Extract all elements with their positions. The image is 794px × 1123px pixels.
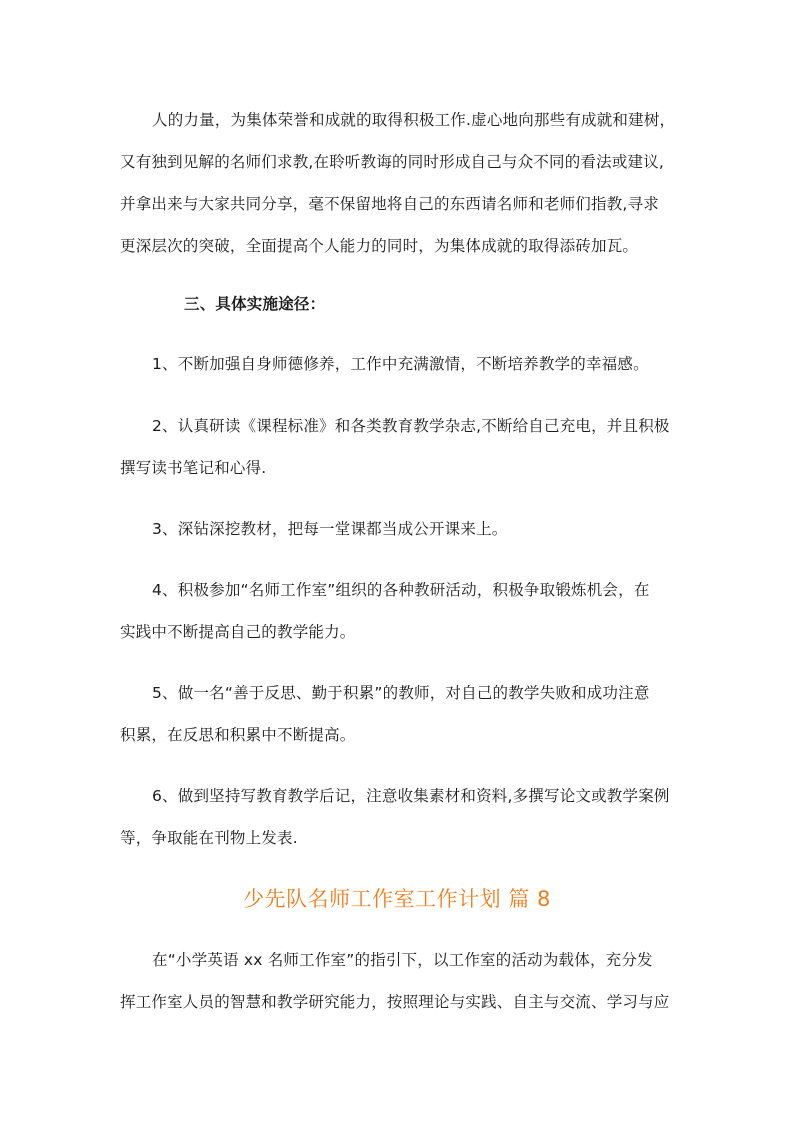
item1-line-1: 1、不断加强自身师德修养，工作中充满激情，不断培养教学的幸福感。: [152, 355, 649, 373]
item4-line-2: 实践中不断提高自己的教学能力。: [120, 623, 356, 641]
list-item-1: [120, 343, 680, 385]
intro-line-1: 人的力量，为集体荣誉和成就的取得积极工作.虚心地向那些有成就和建树，: [152, 111, 676, 129]
intro-line-4: 更深层次的突破，全面提高个人能力的同时，为集体成就的取得添砖加瓦。: [120, 237, 639, 255]
item2-line-2: 撰写读书笔记和心得.: [120, 459, 267, 477]
list-item-2: [120, 405, 680, 489]
list-item-3: [120, 508, 680, 550]
section8-paragraph: [120, 939, 680, 1023]
intro-line-2: 又有独到见解的名师们求教,在聆听教诲的同时形成自己与众不同的看法或建议,: [120, 153, 665, 171]
item6-line-1: 6、做到坚持写教育教学后记，注意收集素材和资料,多撰写论文或教学案例: [152, 787, 670, 805]
intro-paragraph: [120, 99, 680, 267]
list-item-5: [120, 672, 680, 756]
heading-3-text: 三、具体实施途径：: [184, 295, 326, 313]
item2-line-1: 2、认真研读《课程标准》和各类教育教学杂志,不断给自己充电，并且积极: [152, 417, 670, 435]
item6-line-2: 等，争取能在刊物上发表.: [120, 829, 298, 847]
item3-line-1: 3、深钻深挖教材，把每一堂课都当成公开课来上。: [152, 520, 508, 538]
section-heading-3: [120, 283, 680, 325]
section8-line-2: 挥工作室人员的智慧和教学研究能力，按照理论与实践、自主与交流、学习与应: [120, 993, 670, 1011]
item4-line-1: 4、积极参加“名师工作室”组织的各种教研活动，积极争取锻炼机会，在: [152, 581, 650, 599]
item5-line-1: 5、做一名“善于反思、勤于积累”的教师，对自己的教学失败和成功注意: [152, 684, 650, 702]
list-item-6: [120, 775, 680, 859]
section-title: 少先队名师工作室工作计划 篇 8: [243, 887, 551, 911]
intro-line-3: 并拿出来与大家共同分享，毫不保留地将自己的东西请名师和老师们指教,寻求: [120, 195, 659, 213]
item5-line-2: 积累，在反思和积累中不断提高。: [120, 726, 356, 744]
list-item-4: [120, 569, 680, 653]
section8-line-1: 在“小学英语 xx 名师工作室”的指引下，以工作室的活动为载体，充分发: [152, 951, 653, 969]
